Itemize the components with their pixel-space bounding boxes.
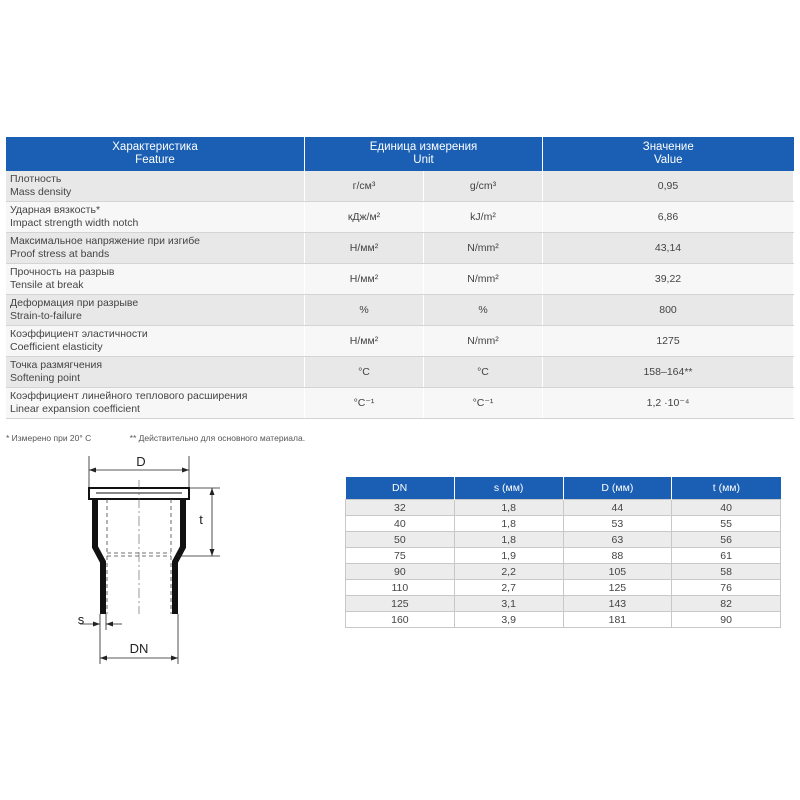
property-unit-en: %	[424, 295, 543, 326]
dims-header-cell: D (мм)	[563, 477, 672, 500]
dims-row	[346, 532, 781, 548]
footnotes	[6, 433, 341, 443]
property-value: 39,22	[543, 264, 794, 295]
property-unit-en: °C	[424, 357, 543, 388]
dims-cell: 61	[672, 548, 781, 564]
label-t: t	[199, 512, 203, 527]
property-name-ru: Максимальное напряжение при изгибе	[10, 235, 201, 247]
property-name-en: Proof stress at bands	[10, 248, 110, 260]
property-unit-ru: %	[305, 295, 424, 326]
dims-header-cell: t (мм)	[672, 477, 781, 500]
property-row	[6, 295, 794, 326]
dims-cell: 58	[672, 564, 781, 580]
header-value	[543, 137, 794, 171]
dims-cell: 1,8	[454, 532, 563, 548]
dims-cell: 53	[563, 516, 672, 532]
dims-cell: 55	[672, 516, 781, 532]
dims-cell: 105	[563, 564, 672, 580]
property-unit-en: °C⁻¹	[424, 388, 543, 419]
property-unit-ru: Н/мм²	[305, 233, 424, 264]
dims-cell: 50	[346, 532, 455, 548]
dims-cell: 143	[563, 596, 672, 612]
property-row	[6, 388, 794, 419]
property-row	[6, 264, 794, 295]
dims-cell: 76	[672, 580, 781, 596]
property-unit-en: N/mm²	[424, 264, 543, 295]
dims-cell: 75	[346, 548, 455, 564]
property-value: 6,86	[543, 202, 794, 233]
property-value: 43,14	[543, 233, 794, 264]
property-row	[6, 326, 794, 357]
dims-cell: 3,1	[454, 596, 563, 612]
dims-cell: 32	[346, 500, 455, 516]
dims-cell: 90	[672, 612, 781, 628]
dimensions-header-row	[346, 477, 781, 500]
property-value: 1275	[543, 326, 794, 357]
dims-cell: 88	[563, 548, 672, 564]
property-unit-ru: Н/мм²	[305, 264, 424, 295]
property-unit-en: g/cm³	[424, 171, 543, 202]
property-name-ru: Плотность	[10, 173, 62, 185]
label-s: s	[77, 612, 85, 627]
property-feature	[6, 171, 305, 202]
dims-cell: 40	[346, 516, 455, 532]
dims-cell: 181	[563, 612, 672, 628]
property-name-ru: Прочность на разрыв	[10, 266, 115, 278]
property-value: 800	[543, 295, 794, 326]
footnote-2: ** Действительно для основного материала.	[129, 433, 306, 443]
property-name-en: Tensile at break	[10, 279, 84, 291]
label-D: D	[136, 454, 146, 469]
property-name-ru: Точка размягчения	[10, 359, 103, 371]
property-feature	[6, 388, 305, 419]
property-value: 158–164**	[543, 357, 794, 388]
property-unit-ru: г/см³	[305, 171, 424, 202]
dims-row	[346, 564, 781, 580]
dims-cell: 90	[346, 564, 455, 580]
footnote-1: * Измерено при 20° С	[6, 433, 92, 443]
dims-cell: 56	[672, 532, 781, 548]
property-name-en: Mass density	[10, 186, 72, 198]
dims-cell: 110	[346, 580, 455, 596]
properties-header-row	[6, 137, 794, 171]
header-feature-ru: Характеристика	[112, 141, 198, 153]
property-name-en: Softening point	[10, 372, 81, 384]
dims-row	[346, 596, 781, 612]
property-name-en: Strain-to-failure	[10, 310, 82, 322]
property-row	[6, 171, 794, 202]
property-unit-ru: °C	[305, 357, 424, 388]
dims-cell: 1,9	[454, 548, 563, 564]
property-name-ru: Коэффициент линейного теплового расширения	[10, 390, 248, 402]
property-name-ru: Коэффициент эластичности	[10, 328, 148, 340]
dims-header-cell: DN	[346, 477, 455, 500]
property-unit-en: N/mm²	[424, 326, 543, 357]
dims-row	[346, 516, 781, 532]
header-unit-ru: Единица измерения	[369, 141, 478, 153]
pipe-socket-diagram	[60, 452, 220, 667]
dims-cell: 82	[672, 596, 781, 612]
property-value: 0,95	[543, 171, 794, 202]
header-unit-en: Unit	[413, 154, 434, 166]
dims-header-cell: s (мм)	[454, 477, 563, 500]
property-name-ru: Деформация при разрыве	[10, 297, 139, 309]
property-feature	[6, 357, 305, 388]
property-row	[6, 233, 794, 264]
header-feature	[6, 137, 305, 171]
dims-row	[346, 612, 781, 628]
property-unit-ru: °C⁻¹	[305, 388, 424, 419]
dims-cell: 3,9	[454, 612, 563, 628]
dims-cell: 160	[346, 612, 455, 628]
property-name-ru: Ударная вязкость*	[10, 204, 101, 216]
header-value-ru: Значение	[642, 141, 694, 153]
property-feature	[6, 295, 305, 326]
dims-cell: 2,2	[454, 564, 563, 580]
property-name-en: Linear expansion coefficient	[10, 403, 140, 415]
property-unit-en: N/mm²	[424, 233, 543, 264]
property-row	[6, 202, 794, 233]
header-unit	[305, 137, 543, 171]
property-feature	[6, 233, 305, 264]
property-feature	[6, 264, 305, 295]
dims-cell: 44	[563, 500, 672, 516]
dims-cell: 63	[563, 532, 672, 548]
dimensions-table	[345, 477, 781, 628]
property-value: 1,2 ·10⁻⁴	[543, 388, 794, 419]
label-DN: DN	[129, 641, 149, 656]
dims-cell: 40	[672, 500, 781, 516]
property-row	[6, 357, 794, 388]
property-unit-en: kJ/m²	[424, 202, 543, 233]
properties-table	[6, 137, 794, 419]
header-value-en: Value	[653, 154, 683, 166]
property-unit-ru: кДж/м²	[305, 202, 424, 233]
dims-cell: 125	[563, 580, 672, 596]
dims-cell: 1,8	[454, 500, 563, 516]
property-feature	[6, 326, 305, 357]
dims-cell: 2,7	[454, 580, 563, 596]
dims-row	[346, 580, 781, 596]
property-unit-ru: Н/мм²	[305, 326, 424, 357]
dims-cell: 125	[346, 596, 455, 612]
header-feature-en: Feature	[135, 154, 175, 166]
property-name-en: Impact strength width notch	[10, 217, 139, 229]
property-feature	[6, 202, 305, 233]
dims-row	[346, 548, 781, 564]
dims-cell: 1,8	[454, 516, 563, 532]
dims-row	[346, 500, 781, 516]
property-name-en: Coefficient elasticity	[10, 341, 103, 353]
